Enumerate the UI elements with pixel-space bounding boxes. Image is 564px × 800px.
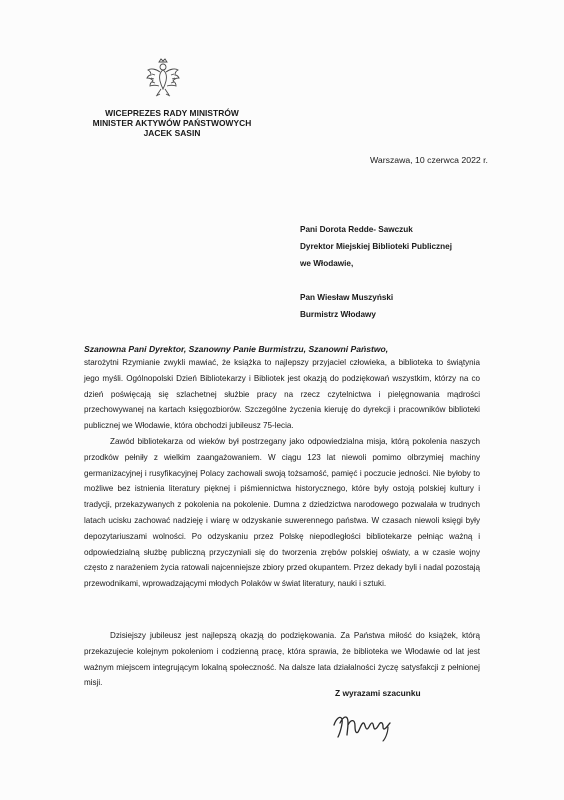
closing-phrase: Z wyrazami szacunku	[335, 688, 421, 698]
recipient-2-name: Pan Wiesław Muszyński	[300, 293, 394, 302]
office-line-3: JACEK SASIN	[143, 128, 201, 138]
handwritten-signature-icon	[330, 703, 410, 743]
recipient-1-title: Dyrektor Miejskiej Biblioteki Publicznej	[300, 242, 452, 251]
recipient-1-location: we Włodawie,	[300, 259, 354, 268]
recipient-1-name: Pani Dorota Redde- Sawczuk	[300, 225, 413, 234]
paragraph-3: Dzisiejszy jubileusz jest najlepszą okazją do podziękowania. Za Państwa miłość do książek, którą przekazujecie kolejnym pokoleniom i codzienną pracę, która sprawia, że biblioteka we Włodawie od lat jest ważnym miejscem integrującym lokalną społeczność. Na dalsze lata działalności życzę satysfakcji z pełnionej misji.	[84, 631, 480, 688]
letter-date: Warszawa, 10 czerwca 2022 r.	[370, 155, 488, 165]
polish-eagle-icon	[146, 58, 180, 98]
paragraph-1: starożytni Rzymianie zwykli mawiać, że książka to najlepszy przyjaciel człowieka, a biblioteka to świątynia jego myśli. Ogólnopolski Dzień Bibliotekarzy i Bibliotek jest okazją do podziękowań wszystkim, którzy na co dzień poświęcają się szlachetnej służbie pracy na rzecz czytelnictwa i pielęgnowania mądrości przechowywanej na kartach księgozbiorów. Szczególne życzenia kieruję do dyrekcji i pracowników biblioteki publicznej we Włodawie, która obchodzi jubileusz 75-lecia.	[84, 358, 480, 431]
office-header	[82, 108, 262, 138]
salutation: Szanowna Pani Dyrektor, Szanowny Panie Burmistrzu, Szanowni Państwo,	[84, 344, 389, 354]
paragraph-2: Zawód bibliotekarza od wieków był postrzegany jako odpowiedzialna misja, którą pokolenia naszych przodków pełniły z wielkim zaangażowaniem. W ciągu 123 lat niewoli pomimo olbrzymiej machiny germanizacyjnej i rusyfikacyjnej Polacy zachowali swoją tożsamość, pamięć i poczucie jedności. Nie byłoby to możliwe bez istnienia literatury pięknej i piśmiennictwa historycznego, które były ostoją polskiej kultury i tradycji, przekazywanych z pokolenia na pokolenie. Dumna z dziedzictwa narodowego pozwalała w trudnych latach ucisku zachować nadzieję i wiarę w odzyskanie suwerennego państwa. W czasach niewoli księgi były depozytariuszami wolności. Po odzyskaniu przez Polskę niepodległości bibliotekarze pełniąc ważną i odpowiedzialną służbę publiczną przyczyniali się do tworzenia zrębów polskiej oświaty, a w czasie wojny często z narażeniem życia ratowali najcenniejsze zbiory przed okupantem. Przez dekady byli i nadal pozostają przewodnikami, wprowadzającymi młodych Polaków w świat literatury, nauki i sztuki.	[84, 437, 480, 589]
office-line-1: WICEPREZES RADY MINISTRÓW	[105, 108, 239, 118]
office-line-2: MINISTER AKTYWÓW PAŃSTWOWYCH	[92, 118, 252, 128]
recipient-2-title: Burmistrz Włodawy	[300, 310, 376, 319]
